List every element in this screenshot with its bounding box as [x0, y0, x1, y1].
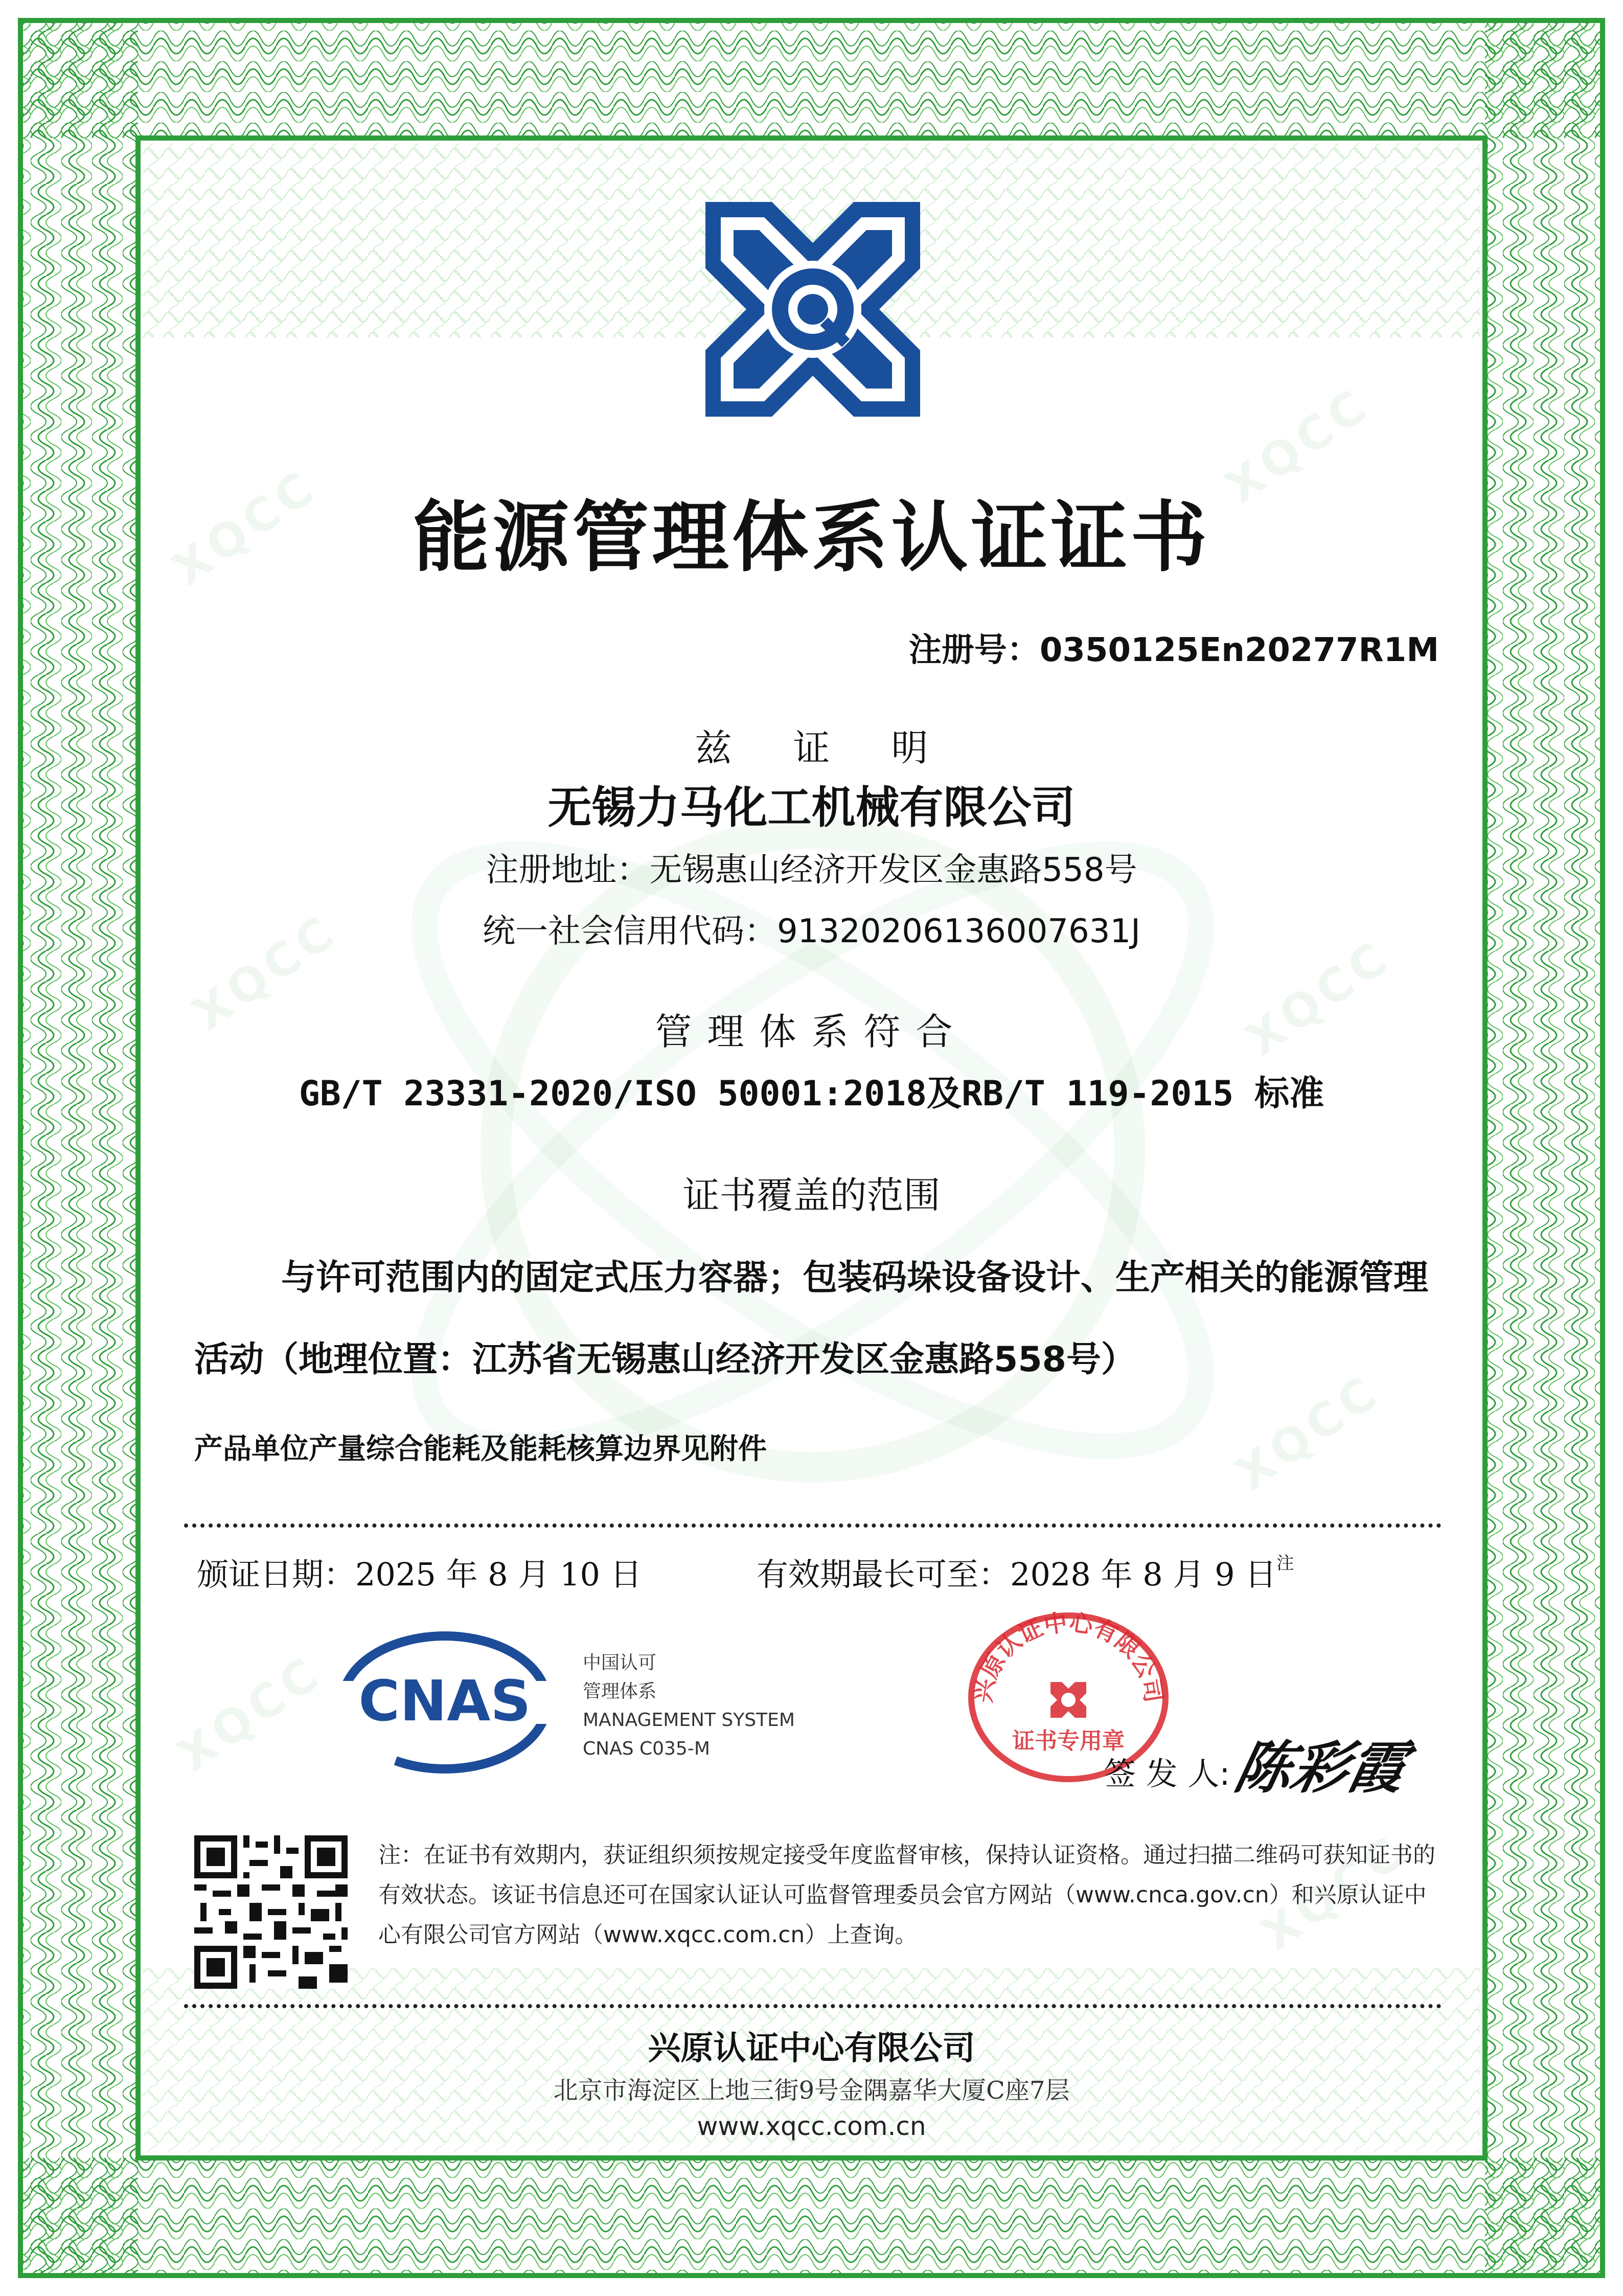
registration-label: 注册号：	[908, 631, 1040, 669]
footer-address: 北京市海淀区上地三街9号金隅嘉华大厦C座7层	[553, 2076, 1070, 2105]
cnas-logo-icon	[327, 1626, 562, 1779]
qr-code-icon	[194, 1835, 348, 1989]
watermark: XQCC	[1226, 1364, 1390, 1502]
validity-note: 注：在证书有效期内，获证组织须按规定接受年度监督审核，保持认证资格。通过扫描二维码可获知证书的有效状态。该证书信息还可在国家认证认可监督管理委员会官方网站（www.cnca.gov.cn）和兴原认证中心有限公司官方网站（www.xqcc.com.cn）上查询。	[378, 1842, 1435, 1948]
credit-code-label: 统一社会信用代码：	[482, 913, 777, 950]
issue-date-value: 2025 年 8 月 10 日	[355, 1556, 642, 1593]
watermark: XQCC	[1236, 929, 1401, 1067]
address-value: 无锡惠山经济开发区金惠路558号	[649, 851, 1137, 889]
cnas-line-3: MANAGEMENT SYSTEM	[583, 1710, 795, 1731]
watermark: XQCC	[1216, 377, 1380, 515]
footer-website: www.xqcc.com.cn	[697, 2111, 926, 2141]
credit-code	[0, 905, 1623, 952]
scope-title: 证书覆盖的范围	[682, 1174, 941, 1217]
expiry-note-mark: 注	[1276, 1553, 1294, 1574]
company-name: 无锡力马化工机械有限公司	[547, 782, 1076, 833]
footer-company: 兴原认证中心有限公司	[648, 2030, 975, 2067]
signature: 陈彩霞	[1229, 1735, 1412, 1801]
expiry-date-value: 2028 年 8 月 9 日	[1010, 1556, 1277, 1593]
cnas-logo-text: CNAS	[358, 1668, 531, 1734]
registration-number	[909, 624, 1439, 671]
certificate-title: 能源管理体系认证证书	[413, 493, 1210, 582]
scope-text: 与许可范围内的固定式压力容器；包装码垛设备设计、生产相关的能源管理活动（地理位置：江苏省无锡惠山经济开发区金惠路558号）	[194, 1258, 1429, 1380]
expiry-date-label: 有效期最长可至：	[757, 1556, 1011, 1593]
registered-address	[0, 844, 1623, 891]
conformance-heading: 管理体系符合	[655, 1010, 968, 1053]
certify-heading: 兹证明	[695, 726, 990, 769]
seal-outer-text: 兴原认证中心有限公司	[969, 1608, 1168, 1704]
seal-inner-text: 证书专用章	[1012, 1728, 1125, 1754]
signer-label: 签 发 人:	[1104, 1755, 1230, 1792]
standard-text: GB/T 23331-2020/ISO 50001:2018及RB/T 119-2015 标准	[299, 1074, 1324, 1114]
watermark: XQCC	[183, 904, 348, 1041]
issue-date	[197, 1549, 642, 1595]
credit-code-value: 91320206136007631J	[776, 913, 1141, 950]
registration-value: 0350125En20277R1M	[1039, 631, 1439, 669]
cnas-line-4: CNAS C035-M	[583, 1738, 710, 1759]
cnas-line-1: 中国认可	[583, 1652, 657, 1673]
watermark: XQCC	[163, 459, 327, 597]
expiry-date	[757, 1549, 1294, 1595]
divider	[184, 2004, 1442, 2008]
watermark: XQCC	[1251, 1824, 1416, 1962]
energy-note: 产品单位产量综合能耗及能耗核算边界见附件	[194, 1433, 767, 1466]
divider	[184, 1524, 1442, 1528]
cnas-line-2: 管理体系	[583, 1681, 657, 1702]
cnas-accreditation-text	[583, 1649, 795, 1763]
watermark: XQCC	[168, 1645, 332, 1783]
xqcc-logo-icon	[705, 202, 920, 417]
address-label: 注册地址：	[486, 851, 650, 889]
issue-date-label: 颁证日期：	[197, 1556, 356, 1593]
